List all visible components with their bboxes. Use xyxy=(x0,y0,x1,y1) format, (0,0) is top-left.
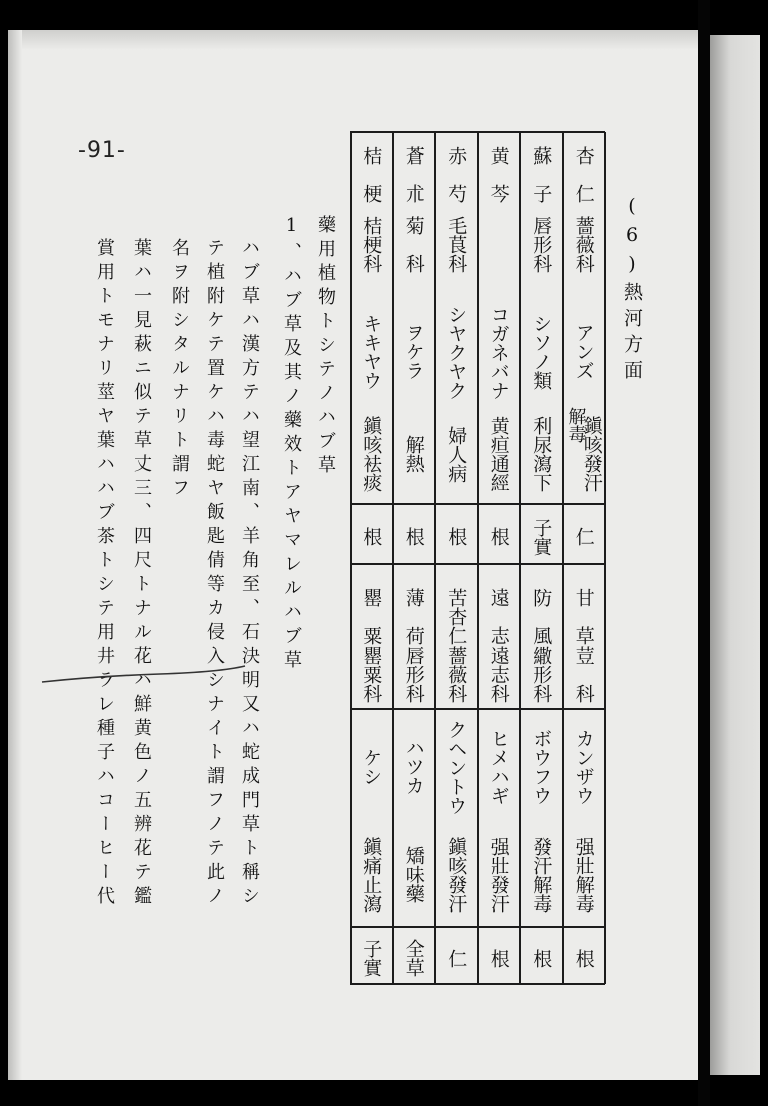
page-number: -91- xyxy=(78,138,126,163)
medicinal-effect: 解熱 xyxy=(402,435,425,473)
table-column-rule xyxy=(392,132,394,984)
table-column-rule xyxy=(604,132,606,984)
plant-common-name: キキヤウ xyxy=(360,313,383,390)
medicinal-effect: 發汗解毒 xyxy=(530,836,553,913)
plant-name: 黄 芩 xyxy=(487,146,510,203)
plant-name: 苦杏仁 xyxy=(445,587,468,645)
medicinal-effect: 矯味藥 xyxy=(402,846,425,903)
plant-family: 桔梗科 xyxy=(360,215,383,273)
medicinal-effect: 利尿瀉下 xyxy=(530,416,553,492)
plant-name: 防 風 xyxy=(530,587,553,645)
plant-common-name: カンザウ xyxy=(572,728,595,805)
table-column-rule xyxy=(519,132,521,984)
medicinal-effect-extra: 解毒 xyxy=(565,407,587,443)
paragraph-line: 葉ハ一見萩ニ似テ草丈三、四尺トナル花ハ鮮黄色ノ五辨花テ鑑 xyxy=(131,238,152,910)
plant-family: 荳 科 xyxy=(572,645,595,703)
plant-family: 罌粟科 xyxy=(360,645,383,703)
plant-name: 蘇 子 xyxy=(530,146,553,203)
table-column-rule xyxy=(434,132,436,984)
paragraph-line: ハブ草ハ漢方テハ望江南、羊角至、石決明又ハ蛇成門草ト稱シ xyxy=(239,238,260,910)
plant-common-name: ヒメハギ xyxy=(487,728,510,805)
used-part: 根 xyxy=(360,527,383,546)
used-part: 根 xyxy=(487,527,510,546)
medicinal-effect: 强壯發汗 xyxy=(487,836,510,913)
table-border-left xyxy=(350,132,352,984)
plant-name: 赤 芍 xyxy=(445,146,468,203)
medicinal-effect: 鎭痛止瀉 xyxy=(360,836,383,913)
table-row-rule xyxy=(350,503,605,505)
plant-common-name: ボウフウ xyxy=(530,728,553,805)
page-edge-top xyxy=(8,30,698,50)
book-spine xyxy=(698,0,710,1106)
region-title: (6)熱河方面 xyxy=(621,195,643,386)
medicinal-effect: 婦人病 xyxy=(445,425,468,483)
used-part: 根 xyxy=(487,948,510,968)
plant-name: 桔 梗 xyxy=(360,146,383,203)
plant-family: 菊 科 xyxy=(402,215,425,273)
paragraph-line: 賞用トモナリ莖ヤ葉ハハブ茶トシテ用井ラレ種子ハコーヒー代 xyxy=(94,238,115,910)
plant-family: 毛茛科 xyxy=(445,215,468,273)
used-part: 仁 xyxy=(445,948,468,968)
adjacent-page-shadow xyxy=(710,35,760,1075)
plant-common-name: アンズ xyxy=(572,323,595,380)
used-part: 子實 xyxy=(360,939,383,977)
plant-family: 薔薇科 xyxy=(445,645,468,703)
plant-family: 繖形科 xyxy=(530,645,553,703)
used-part: 根 xyxy=(530,948,553,968)
plant-name: 甘 草 xyxy=(572,587,595,645)
table-row-rule xyxy=(350,708,605,710)
section-heading: 1、ハブ草及其ノ藥效トアヤマレルハブ草 xyxy=(281,215,302,674)
table-row-rule xyxy=(350,563,605,565)
medicinal-effect: 黄疸通經 xyxy=(487,416,510,492)
medicinal-effect: 鎭咳發汗 xyxy=(580,416,603,492)
used-part: 仁 xyxy=(572,527,595,546)
table-column-rule xyxy=(477,132,479,984)
plant-family: 唇形科 xyxy=(530,215,553,273)
plant-name: 遠 志 xyxy=(487,587,510,645)
subtitle: 藥用植物トシテノハブ草 xyxy=(315,215,336,479)
plant-name: 薄 荷 xyxy=(402,587,425,645)
plant-name: 杏 仁 xyxy=(572,146,595,203)
plant-common-name: シソノ類 xyxy=(530,313,553,390)
plant-family: 唇形科 xyxy=(402,645,425,703)
table-row-rule xyxy=(350,131,605,133)
used-part: 根 xyxy=(445,527,468,546)
table-row-rule xyxy=(350,983,605,985)
used-part: 根 xyxy=(402,527,425,546)
plant-common-name: シヤクヤク xyxy=(445,305,468,400)
plant-common-name: ヲケラ xyxy=(402,323,425,380)
pencil-mark xyxy=(40,660,250,690)
table-row-rule xyxy=(350,926,605,928)
paragraph-line: テ植附ケテ置ケハ毒蛇ヤ飯匙倩等カ侵入シナイト謂フノテ此ノ xyxy=(204,238,225,910)
plant-name: 蒼 朮 xyxy=(402,146,425,203)
plant-common-name: クヘントウ xyxy=(445,720,468,815)
used-part: 子實 xyxy=(530,517,553,556)
plant-family: 遠志科 xyxy=(487,645,510,703)
paragraph-line: 名ヲ附シタルナリト謂フ xyxy=(169,238,190,502)
medicinal-effect: 强壯解毒 xyxy=(572,836,595,913)
plant-family: 薔薇科 xyxy=(572,215,595,273)
medicinal-plant-table xyxy=(350,132,605,984)
page-edge-left xyxy=(8,30,22,1080)
medicinal-effect: 鎭咳袪痰 xyxy=(360,416,383,492)
plant-common-name: ハツカ xyxy=(402,738,425,795)
plant-common-name: ケシ xyxy=(360,747,383,786)
used-part: 根 xyxy=(572,948,595,968)
medicinal-effect: 鎭咳發汗 xyxy=(445,836,468,913)
plant-common-name: コガネバナ xyxy=(487,305,510,400)
table-column-rule xyxy=(562,132,564,984)
used-part: 全草 xyxy=(402,939,425,977)
plant-name: 罌 粟 xyxy=(360,587,383,645)
